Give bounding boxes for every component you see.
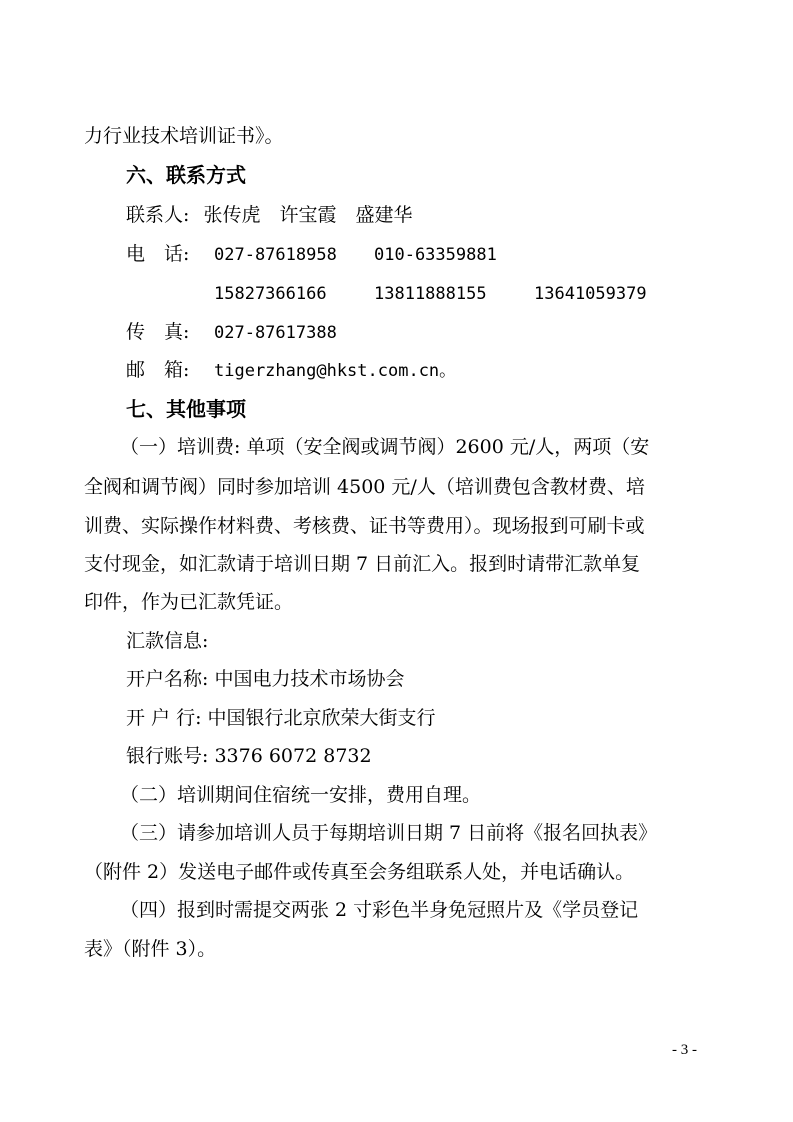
fax-row xyxy=(126,320,189,344)
page-number: - 3 - xyxy=(672,1042,697,1058)
paragraph-line: 支付现金，如汇款请于培训日期 7 日前汇入。报到时请带汇款单复 xyxy=(84,553,641,575)
account-number: 银行账号: 3376 6072 8732 xyxy=(126,745,372,767)
section-heading-other: 七、其他事项 xyxy=(126,397,246,421)
remittance-heading: 汇款信息: xyxy=(126,630,209,652)
account-name: 开户名称: 中国电力技术市场协会 xyxy=(126,668,405,690)
fax-label: 传 真: xyxy=(126,321,190,343)
contacts-names: 张传虎 许宝霞 盛建华 xyxy=(203,204,413,226)
email-address: tigerzhang@hkst.com.cn。 xyxy=(214,361,457,381)
paragraph-line: （四）报到时需提交两张 2 寸彩色半身免冠照片及《学员登记 xyxy=(120,899,639,921)
phone-number: 13811888155 xyxy=(374,284,487,304)
phone-number: 15827366166 xyxy=(214,284,327,304)
fax-number: 027-87617388 xyxy=(214,323,337,343)
contacts-label: 联系人: xyxy=(126,204,190,226)
paragraph-line xyxy=(120,435,710,459)
phone-row xyxy=(126,242,189,266)
text-line: 力行业技术培训证书》。 xyxy=(84,125,284,147)
bank-name: 开 户 行: 中国银行北京欣荣大街支行 xyxy=(126,707,436,729)
paragraph-line: 表》（附件 3）。 xyxy=(84,938,217,960)
phone-number: 027-87618958 xyxy=(214,245,337,265)
phone-number: 010-63359881 xyxy=(374,245,497,265)
email-label: 邮 箱: xyxy=(126,359,190,381)
email-row xyxy=(126,358,189,382)
paragraph-line: 全阀和调节阀）同时参加培训 4500 元/人（培训费包含教材费、培 xyxy=(84,476,645,498)
paragraph-line: 印件，作为已汇款凭证。 xyxy=(84,591,294,613)
section-heading-contact: 六、联系方式 xyxy=(126,163,246,187)
paragraph-line: （附件 2）发送电子邮件或传真至会务组联系人处，并电话确认。 xyxy=(84,861,635,883)
contacts-row xyxy=(126,203,412,227)
line-text: （一）培训费: 单项（安全阀或调节阀）2600 元/人，两项（安 xyxy=(120,436,650,458)
phone-label: 电 话: xyxy=(126,243,190,265)
paragraph-line: （三）请参加培训人员于每期培训日期 7 日前将《报名回执表》 xyxy=(120,822,658,844)
phone-number: 13641059379 xyxy=(534,284,647,304)
paragraph-line: （二）培训期间住宿统一安排，费用自理。 xyxy=(120,784,482,806)
paragraph-line: 训费、实际操作材料费、考核费、证书等费用）。现场报到可刷卡或 xyxy=(84,515,645,537)
